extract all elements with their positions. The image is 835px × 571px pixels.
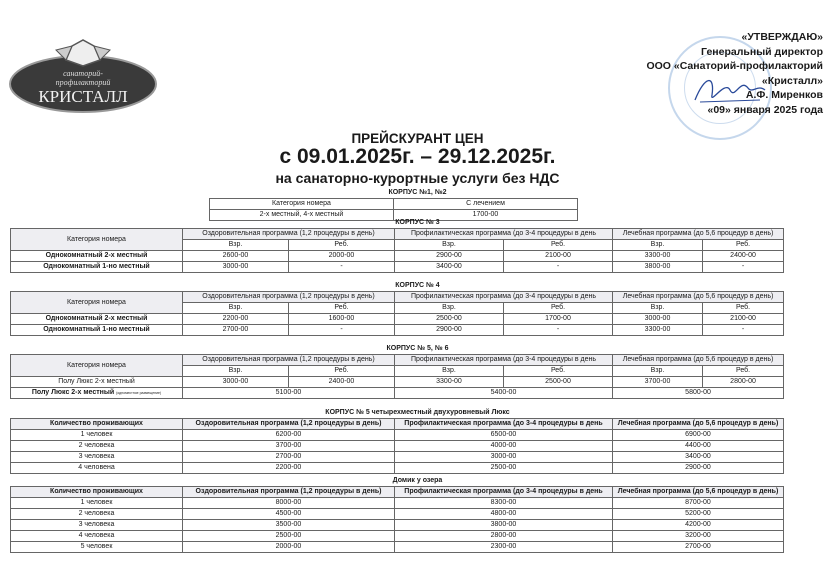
header-treat: Лечебная программа (до 5,6 процедур в день) bbox=[613, 419, 784, 430]
table-row bbox=[11, 509, 784, 520]
table-k4 bbox=[10, 291, 784, 336]
price-cell: 8300-00 bbox=[395, 498, 613, 509]
header-adult: Взр. bbox=[613, 366, 703, 377]
logo-line1: санаторий- bbox=[63, 69, 103, 78]
price-cell: 6900-00 bbox=[613, 430, 784, 441]
doc-subtitle: на санаторно-курортные услуги без НДС bbox=[275, 170, 560, 186]
section-title-k12: КОРПУС №1, №2 bbox=[388, 189, 447, 196]
price-cell: 3000-00 bbox=[183, 377, 289, 388]
price-cell: 2500-00 bbox=[183, 531, 395, 542]
row-name: 5 человек bbox=[11, 542, 183, 553]
table-row bbox=[11, 262, 784, 273]
price-cell: 2700-00 bbox=[183, 325, 289, 336]
table-row bbox=[11, 430, 784, 441]
price-cell: 2400-00 bbox=[703, 251, 784, 262]
price-cell: 2100-00 bbox=[504, 251, 613, 262]
price-cell: 3300-00 bbox=[613, 325, 703, 336]
price-cell: - bbox=[289, 325, 395, 336]
row-name: 1 человек bbox=[11, 430, 183, 441]
approval-line: ООО «Санаторий-профилакторий bbox=[646, 60, 823, 72]
table-k3 bbox=[10, 228, 784, 273]
header-wellness: Оздоровительная программа (1,2 процедуры в день) bbox=[183, 355, 395, 366]
header-adult: Взр. bbox=[395, 366, 504, 377]
row-name: 2 человека bbox=[11, 441, 183, 452]
header-child: Реб. bbox=[504, 366, 613, 377]
price-cell: 4500-00 bbox=[183, 509, 395, 520]
header-adult: Взр. bbox=[183, 240, 289, 251]
header-residents: Количество проживающих bbox=[11, 419, 183, 430]
price-cell: 2500-00 bbox=[395, 463, 613, 474]
table-row bbox=[11, 520, 784, 531]
table-row bbox=[11, 531, 784, 542]
price-cell: 4400-00 bbox=[613, 441, 784, 452]
header-child: Реб. bbox=[289, 240, 395, 251]
header-category: Категория номера bbox=[11, 292, 183, 314]
price-cell: 3300-00 bbox=[395, 377, 504, 388]
price-cell: - bbox=[703, 325, 784, 336]
row-name: Однокомнатный 1-но местный bbox=[11, 262, 183, 273]
header-adult: Взр. bbox=[395, 240, 504, 251]
header-treat: Лечебная программа (до 5,6 процедур в день) bbox=[613, 487, 784, 498]
price-cell: 3300-00 bbox=[613, 251, 703, 262]
header-child: Реб. bbox=[289, 303, 395, 314]
header-with-treatment: С лечением bbox=[394, 199, 578, 210]
header-wellness: Оздоровительная программа (1,2 процедуры в день) bbox=[183, 292, 395, 303]
header-child: Реб. bbox=[504, 240, 613, 251]
price-cell: 3700-00 bbox=[183, 441, 395, 452]
price-cell: 5200-00 bbox=[613, 509, 784, 520]
table-row bbox=[11, 463, 784, 474]
table-k12 bbox=[209, 198, 578, 221]
header-prevent: Профилактическая программа (до 3-4 процедуры в день bbox=[395, 355, 613, 366]
header-child: Реб. bbox=[504, 303, 613, 314]
price-cell: 1700-00 bbox=[394, 210, 578, 221]
price-cell: 2500-00 bbox=[395, 314, 504, 325]
header-adult: Взр. bbox=[183, 366, 289, 377]
price-cell: 5100-00 bbox=[183, 388, 395, 399]
logo-name: КРИСТАЛЛ bbox=[38, 87, 128, 106]
approval-line: Генеральный директор bbox=[701, 45, 823, 58]
price-cell: 2900-00 bbox=[395, 325, 504, 336]
header-treat: Лечебная программа (до 5,6 процедур в день) bbox=[613, 292, 784, 303]
price-cell: 3800-00 bbox=[613, 262, 703, 273]
row-name: 3 человека bbox=[11, 452, 183, 463]
price-cell: 2600-00 bbox=[183, 251, 289, 262]
table-row bbox=[11, 388, 784, 399]
price-cell: 4800-00 bbox=[395, 509, 613, 520]
row-name: 1 человек bbox=[11, 498, 183, 509]
header-treat: Лечебная программа (до 5,6 процедур в день) bbox=[613, 229, 784, 240]
price-cell: 8000-00 bbox=[183, 498, 395, 509]
table-row bbox=[11, 325, 784, 336]
section-title-k56: КОРПУС № 5, № 6 bbox=[386, 345, 449, 352]
table-row bbox=[11, 377, 784, 388]
price-cell: 3700-00 bbox=[613, 377, 703, 388]
header-prevent: Профилактическая программа (до 3-4 процедуры в день bbox=[395, 292, 613, 303]
header-category: Категория номера bbox=[11, 229, 183, 251]
approval-line: «УТВЕРЖДАЮ» bbox=[741, 31, 823, 43]
header-prevent: Профилактическая программа (до 3-4 процедуры в день bbox=[395, 419, 613, 430]
header-adult: Взр. bbox=[183, 303, 289, 314]
section-title-k5-lux: КОРПУС № 5 четырехместный двухуровневый Люкс bbox=[325, 409, 510, 416]
table-row bbox=[11, 498, 784, 509]
price-cell: 3500-00 bbox=[183, 520, 395, 531]
price-cell: 4000-00 bbox=[395, 441, 613, 452]
row-name: 3 человека bbox=[11, 520, 183, 531]
price-cell: 2300-00 bbox=[395, 542, 613, 553]
price-cell: 6200-00 bbox=[183, 430, 395, 441]
price-cell: 3000-00 bbox=[395, 452, 613, 463]
price-cell: 3000-00 bbox=[613, 314, 703, 325]
price-cell: 2100-00 bbox=[703, 314, 784, 325]
price-cell: - bbox=[504, 325, 613, 336]
row-name: 4 человека bbox=[11, 531, 183, 542]
header-wellness: Оздоровительная программа (1,2 процедуры в день) bbox=[183, 419, 395, 430]
row-name: 2 человека bbox=[11, 509, 183, 520]
doc-period: с 09.01.2025г. – 29.12.2025г. bbox=[279, 145, 556, 168]
price-cell: 5800-00 bbox=[613, 388, 784, 399]
row-name: 4 человена bbox=[11, 463, 183, 474]
approval-line: «Кристалл» bbox=[761, 74, 823, 87]
price-cell: 4200-00 bbox=[613, 520, 784, 531]
price-cell: 5400-00 bbox=[395, 388, 613, 399]
price-cell: 3400-00 bbox=[395, 262, 504, 273]
row-name: 2-х местный, 4-х местный bbox=[210, 210, 394, 221]
header-child: Реб. bbox=[289, 366, 395, 377]
header-wellness: Оздоровительная программа (1,2 процедуры в день) bbox=[183, 229, 395, 240]
table-row bbox=[11, 251, 784, 262]
price-cell: 2500-00 bbox=[504, 377, 613, 388]
header-adult: Взр. bbox=[613, 240, 703, 251]
table-row bbox=[11, 452, 784, 463]
header-child: Реб. bbox=[703, 240, 784, 251]
section-title-k4: КОРПУС № 4 bbox=[395, 282, 440, 289]
row-name-text: Полу Люкс 2-х местный bbox=[31, 389, 115, 396]
row-name: Однокомнатный 1-но местный bbox=[11, 325, 183, 336]
price-cell: 3800-00 bbox=[395, 520, 613, 531]
price-cell: - bbox=[289, 262, 395, 273]
price-cell: 6500-00 bbox=[395, 430, 613, 441]
price-cell: 2200-00 bbox=[183, 314, 289, 325]
doc-title: ПРЕЙСКУРАНТ ЦЕН bbox=[351, 131, 484, 146]
price-cell: 2000-00 bbox=[183, 542, 395, 553]
header-residents: Количество проживающих bbox=[11, 487, 183, 498]
section-title-lake: Домик у озера bbox=[392, 477, 443, 484]
price-cell: 3400-00 bbox=[613, 452, 784, 463]
price-cell: 1600-00 bbox=[289, 314, 395, 325]
price-cell: 2000-00 bbox=[289, 251, 395, 262]
header-child: Реб. bbox=[703, 303, 784, 314]
row-note: (одноместное размещение) bbox=[116, 391, 162, 395]
price-cell: 3200-00 bbox=[613, 531, 784, 542]
price-cell: - bbox=[703, 262, 784, 273]
header-adult: Взр. bbox=[613, 303, 703, 314]
row-name: Полу Люкс 2-х местный bbox=[11, 377, 183, 388]
header-adult: Взр. bbox=[395, 303, 504, 314]
table-k5-lux bbox=[10, 418, 784, 474]
header-treat: Лечебная программа (до 5,6 процедур в день) bbox=[613, 355, 784, 366]
header-prevent: Профилактическая программа (до 3-4 процедуры в день bbox=[395, 229, 613, 240]
header-wellness: Оздоровительная программа (1,2 процедуры в день) bbox=[183, 487, 395, 498]
price-cell: 2900-00 bbox=[395, 251, 504, 262]
price-cell: 2800-00 bbox=[395, 531, 613, 542]
price-cell: 2700-00 bbox=[183, 452, 395, 463]
price-cell: 3000-00 bbox=[183, 262, 289, 273]
price-cell: 2200-00 bbox=[183, 463, 395, 474]
price-cell: 1700-00 bbox=[504, 314, 613, 325]
table-row bbox=[11, 542, 784, 553]
price-cell: - bbox=[504, 262, 613, 273]
price-cell: 2800-00 bbox=[703, 377, 784, 388]
row-name bbox=[11, 388, 183, 399]
approval-line: «09» января 2025 года bbox=[707, 103, 823, 116]
price-cell: 2700-00 bbox=[613, 542, 784, 553]
header-category: Категория номера bbox=[210, 199, 394, 210]
approval-block bbox=[646, 30, 823, 117]
table-k56 bbox=[10, 354, 784, 399]
header-prevent: Профилактическая программа (до 3-4 процедуры в день bbox=[395, 487, 613, 498]
price-cell: 2900-00 bbox=[613, 463, 784, 474]
header-category: Категория номера bbox=[11, 355, 183, 377]
table-lake bbox=[10, 486, 784, 553]
table-row bbox=[11, 441, 784, 452]
price-cell: 8700-00 bbox=[613, 498, 784, 509]
row-name: Однокомнатный 2-х местный bbox=[11, 251, 183, 262]
kristall-logo bbox=[8, 36, 158, 114]
logo-line2: профилакторий bbox=[55, 78, 111, 87]
table-row bbox=[11, 314, 784, 325]
header-child: Реб. bbox=[703, 366, 784, 377]
row-name: Однокомнатный 2-х местный bbox=[11, 314, 183, 325]
price-cell: 2400-00 bbox=[289, 377, 395, 388]
section-title-k3: КОРПУС № 3 bbox=[395, 219, 440, 226]
approval-line: А.Ф. Миренков bbox=[745, 89, 823, 101]
